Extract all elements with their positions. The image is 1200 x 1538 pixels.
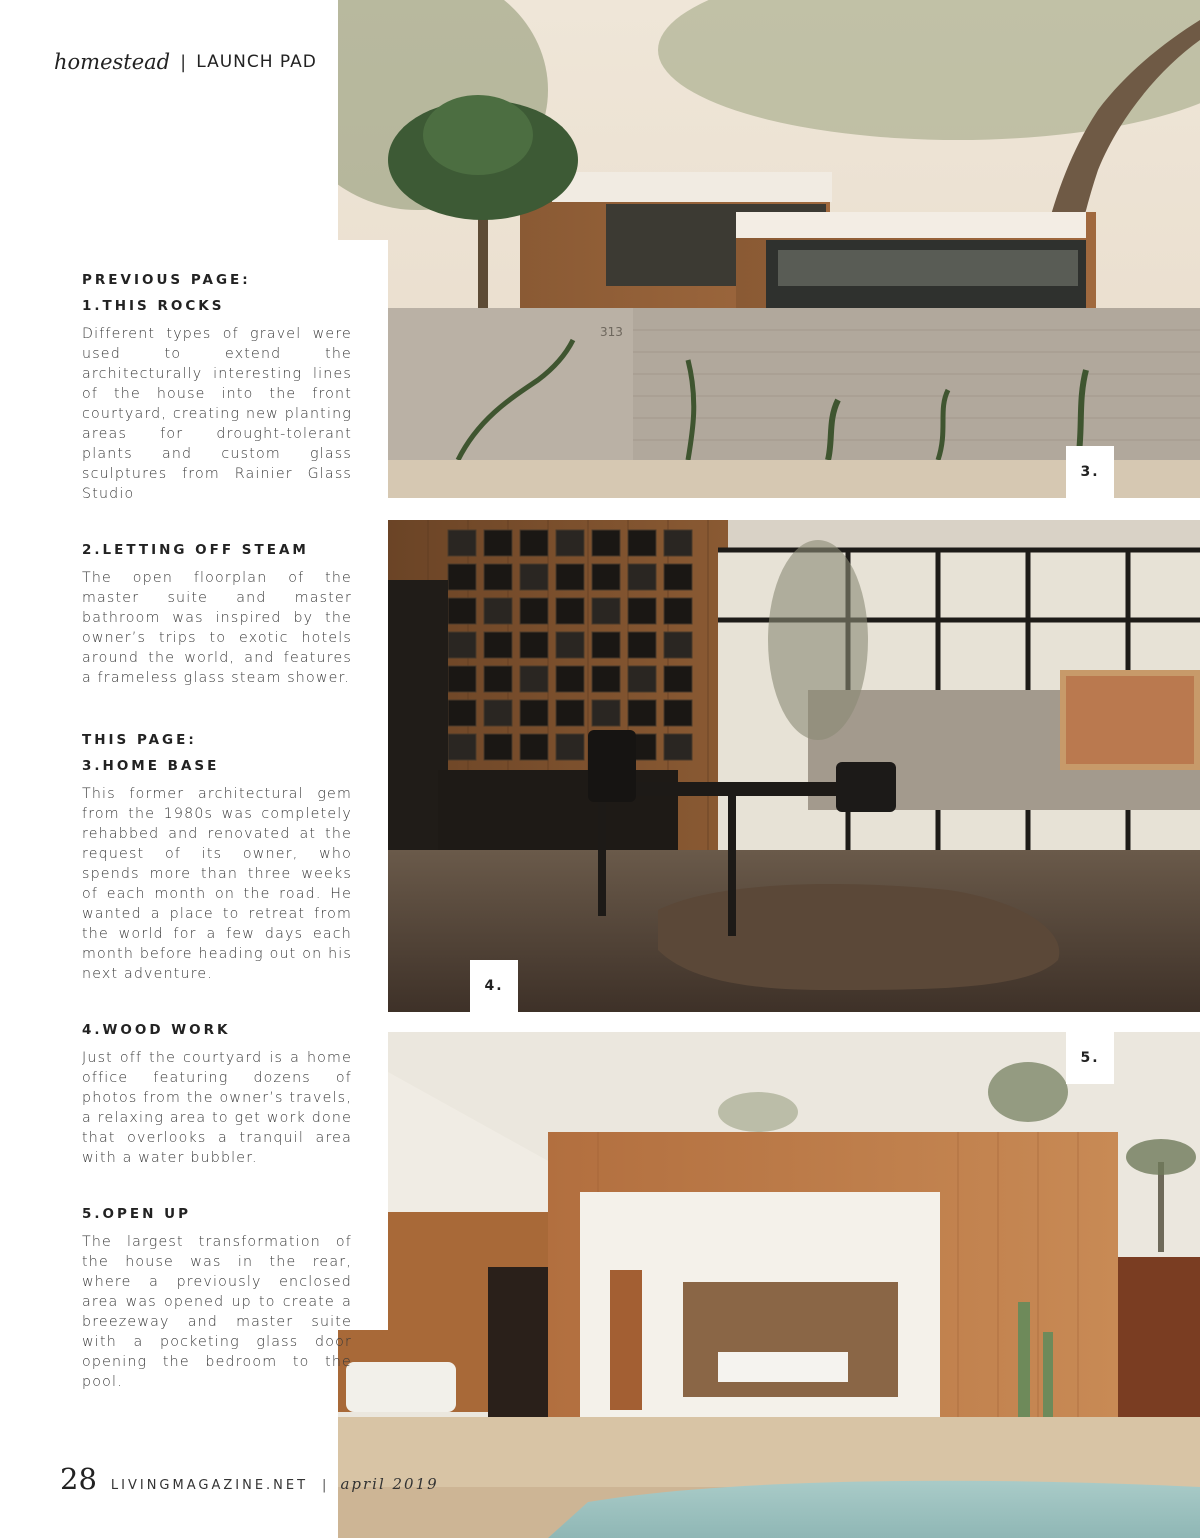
site-url: LIVINGMAGAZINE.NET [110,1478,309,1493]
caption-item-1 [82,298,352,504]
caption-body: The largest transformation of the house was in the rear, where a previously enclosed area was opened up to create a breezeway and master suite with a pocketing glass door opening the bedroom to the pool. [82,1234,352,1390]
caption-body: Just off the courtyard is a home office featuring dozens of photos from the owner’s travels, a relaxing area to get work done that overlooks a tranquil area with a water bubbler. [82,1050,352,1166]
footer-separator: | [322,1478,327,1493]
photo-tag-3: 3. [1066,446,1114,498]
caption-item-2 [82,542,352,688]
caption-title: 4.WOOD WORK [82,1022,231,1038]
photo-tag-4: 4. [470,960,518,1012]
caption-body: Different types of gravel were used to extend the architecturally interesting lines of the house into the front courtyard, creating new planting areas for drought-tolerant plants and custom glass sculptures from Rainier Glass Studio [82,326,352,502]
column-name: LAUNCH PAD [196,52,317,72]
caption-item-3 [82,758,352,984]
issue-date: april 2019 [340,1475,439,1493]
house-number: 313 [600,325,623,339]
caption-title: 1.THIS ROCKS [82,298,225,314]
section-name: homestead [54,50,171,74]
running-header [54,50,317,74]
caption-title: 3.HOME BASE [82,758,220,774]
caption-body: This former architectural gem from the 1980s was completely rehabbed and renovated at the request of its owner, who spends more than three weeks of each month on the road. He wanted a place to retreat from the world for a few days each month before heading out on his next adventure. [82,786,352,982]
caption-title: 2.LETTING OFF STEAM [82,542,309,558]
caption-body: The open floorplan of the master suite and master bathroom was inspired by the owner’s trips to exotic hotels around the world, and features a frameless glass steam shower. [82,570,352,686]
page-footer [60,1462,439,1496]
photo-tag-5: 5. [1066,1032,1114,1084]
caption-item-5 [82,1206,352,1392]
header-separator: | [180,51,187,73]
photo-home-office [388,520,1200,1012]
previous-page-heading: PREVIOUS PAGE: [82,272,251,288]
page-number: 28 [60,1462,97,1496]
caption-item-4 [82,1022,352,1168]
photo-front-exterior [338,0,1200,498]
captions-sidebar [82,272,352,1430]
caption-title: 5.OPEN UP [82,1206,191,1222]
this-page-heading: THIS PAGE: [82,732,197,748]
photo-rear-breezeway [338,1032,1200,1538]
